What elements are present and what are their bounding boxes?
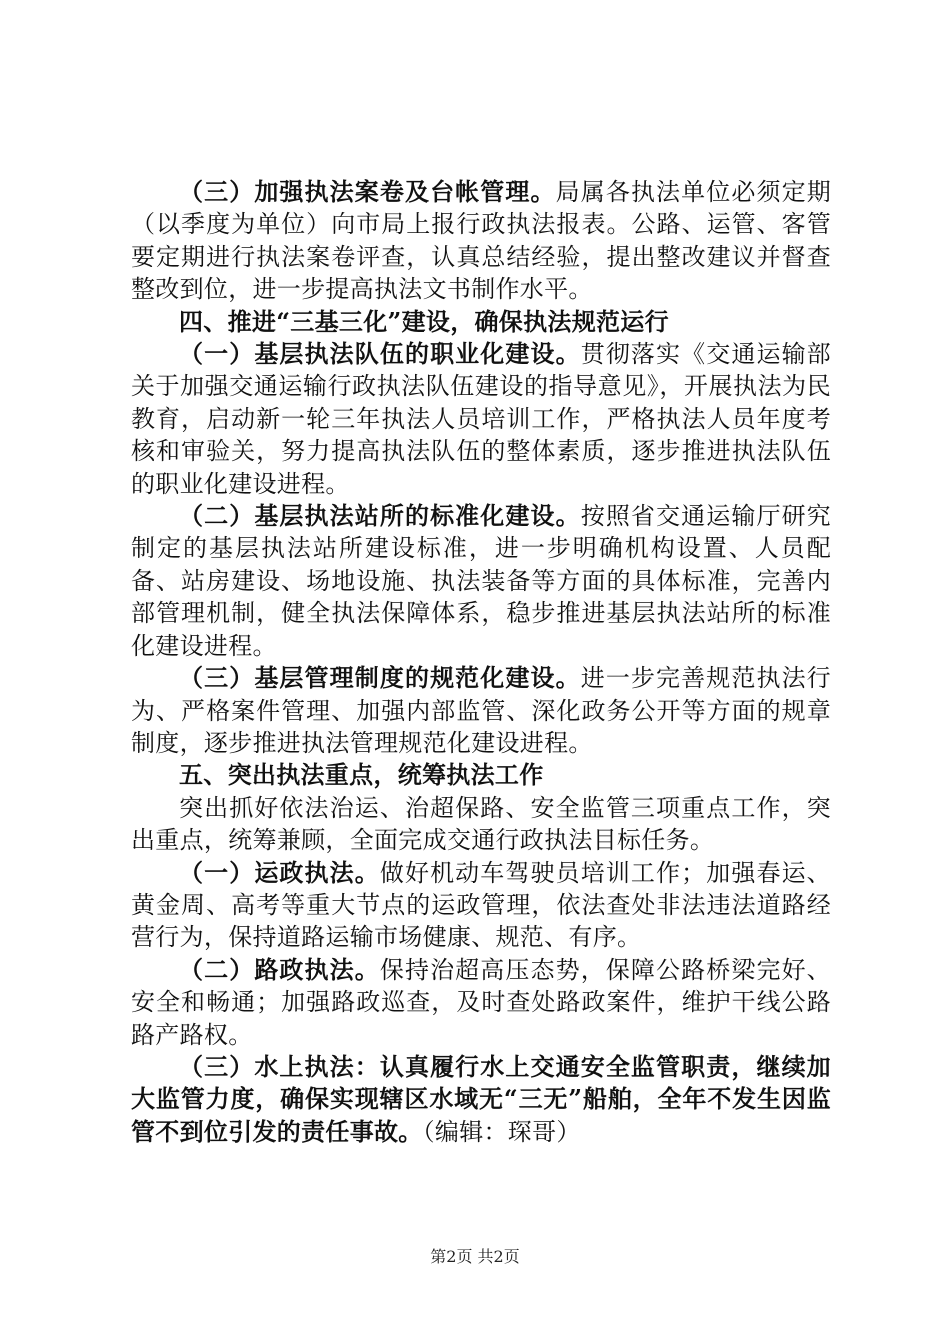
paragraph-text: 局属各执法单位必须定期（以季度为单位）向市局上报行政执法报表。公路、运管、客管要定期进行执法案卷评查，认真总结经验，提出整改建议并督查整改到位，进一步提高执法文书制作水平。 [131,178,831,304]
paragraph-lead: （二）路政执法。 [179,954,380,984]
paragraph-road-law [131,954,831,1051]
section-heading-five: 五、突出执法重点，统筹执法工作 [179,760,544,790]
page-footer: 第2页 共2页 [430,1247,520,1266]
paragraph-bold-text: （三）水上执法：认真履行水上交通安全监管职责，继续加大监管力度，确保实现辖区水域无“三无”船舶，全年不发生因监管不到位引发的责任事故。 [131,1051,831,1146]
paragraph-lead: （三）基层管理制度的规范化建设。 [179,663,581,693]
paragraph-lead: （一）运政执法。 [179,857,380,887]
paragraph-text: 按照省交通运输厅研究制定的基层执法站所建设标准，进一步明确机构设置、人员配备、站房建设、场地设施、执法装备等方面的具体标准，完善内部管理机制，健全执法保障体系，稳步推进基层执法站所的标准化建设进程。 [131,502,831,660]
paragraph-transport-law [131,857,831,954]
section-heading-four: 四、推进“三基三化”建设，确保执法规范运行 [179,306,669,336]
paragraph-text: 进一步完善规范执法行为、严格案件管理、加强内部监管、深化政务公开等方面的规章制度，逐步推进执法管理规范化建设进程。 [131,664,831,757]
paragraph-text: 保持治超高压态势，保障公路桥梁完好、安全和畅通；加强路政巡查，及时查处路政案件，维护干线公路路产路权。 [131,955,831,1049]
document-body [131,176,831,1148]
paragraph-water-law [131,1051,831,1148]
paragraph-lead: （一）基层执法队伍的职业化建设。 [179,339,581,369]
paragraph-case-files [131,176,831,306]
paragraph-text: 做好机动车驾驶员培训工作；加强春运、黄金周、高考等重大节点的运政管理，依法查处非法违法道路经营行为，保持道路运输市场健康、规范、有序。 [131,858,831,952]
paragraph-text: 贯彻落实《交通运输部关于加强交通运输行政执法队伍建设的指导意见》，开展执法为民教育，启动新一轮三年执法人员培训工作，严格执法人员年度考核和审验关，努力提高执法队伍的整体素质，逐步推进执法队伍的职业化建设进程。 [131,340,831,498]
paragraph-station-standard [131,500,831,662]
paragraph-key-work: 突出抓好依法治运、治超保路、安全监管三项重点工作，突出重点，统筹兼顾，全面完成交通行政执法目标任务。 [131,793,831,855]
paragraph-team-building [131,338,831,500]
paragraph-lead: （三）加强执法案卷及台帐管理。 [179,177,556,206]
paragraph-lead: （二）基层执法站所的标准化建设。 [179,501,581,531]
paragraph-system-norms [131,662,831,759]
editor-note: （编辑：琛哥） [422,1117,581,1146]
